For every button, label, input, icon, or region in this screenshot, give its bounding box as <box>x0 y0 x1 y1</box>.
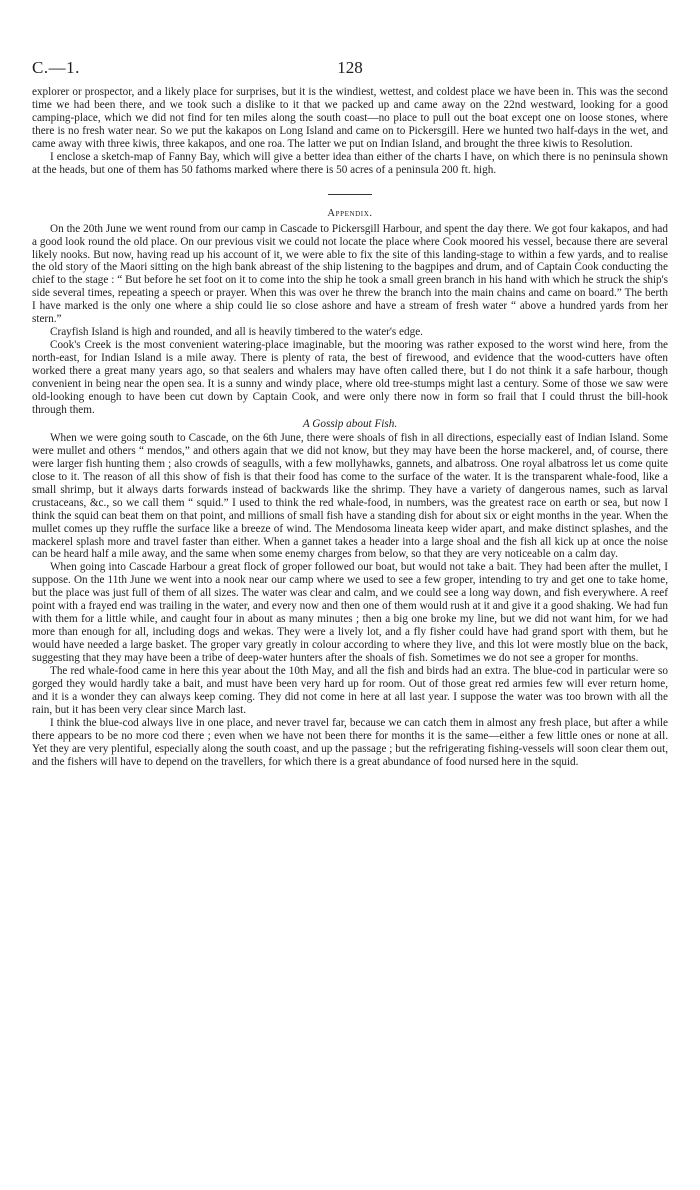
gossip-paragraph-3: The red whale-food came in here this year about the 10th May, and all the fish and birds had an extra. The blue-cod in particular were so gorged they would hardly take a bait, and must have been very hard up for room. Out of those great red armies few will ever return home, and it is a wonder they can always keep coming. They did not come in here at all last year. I suppose the water was too brown with all the rain, but it has been very clear since March last. <box>32 665 668 716</box>
appendix-paragraph-3: Cook's Creek is the most convenient watering-place imaginable, but the mooring was rather exposed to the worst wind here, from the north-east, for Indian Island is a mile away. There is plenty of rata, the best of firewood, and evidence that the wood-cutters have often worked there a great many years ago, so that sealers and whalers may have often called there, but I do not think it a safe harbour, though convenient in being near the open sea. It is a sunny and windy place, where old tree-stumps might last a century. Some of those we saw were old-looking enough to have been cut down by Captain Cook, and were only there now in form so frail that I could thrust the bill-hook through them. <box>32 339 668 416</box>
gossip-paragraph-2: When going into Cascade Harbour a great flock of groper followed our boat, but would not take a bait. They had been after the mullet, I suppose. On the 11th June we went into a nook near our camp where we used to see a few groper, intending to try and get one to take home, but the place was just full of them of all sizes. The water was clear and calm, and we could see a long way down, and fish everywhere. A reef point with a frayed end was trailing in the water, and every now and then one of them would rush at it and give it a good shaking. We had fun with them for a little while, and caught four in about as many minutes ; then a big one broke my line, but we did not want him, for we had more than enough for all, including dogs and wekas. They were a lively lot, and a fly fisher could have had grand sport with them, but he would have needed a large basket. The groper vary greatly in colour according to where they live, and this lot were mostly blue on the back, suggesting that they may have been a tribe of deep-water hunters after the shoals of fish. Sometimes we do not see a groper for months. <box>32 561 668 665</box>
section-divider <box>328 194 372 195</box>
gossip-heading: A Gossip about Fish. <box>302 417 398 430</box>
page-body <box>32 86 668 769</box>
appendix-heading: Appendix. <box>327 207 373 219</box>
intro-paragraph-1: explorer or prospector, and a likely place for surprises, but it is the windiest, wettest, and coldest place we have been in. This was the second time we had been there, and we took such a dislike to it that we packed up and came away on the 22nd westward, looking for a good camping-place, which we did not find for ten miles along the south coast—no place to pull out the boat except one on loose stones, where there is no fresh water near. So we put the kakapos on Long Island and came on to Pickersgill. Here we hunted two half-days in the wet, and came away with three kiwis, three kakapos, and one roa. The latter we put on Indian Island, and brought the three kiwis to Resolution. <box>32 86 668 150</box>
gossip-paragraph-1: When we were going south to Cascade, on the 6th June, there were shoals of fish in all directions, especially east of Indian Island. Some were mullet and others “ mendos,” and others again that we did not know, but they may have been the horse mackerel, and, of course, there were larger fish hunting them ; also crowds of seagulls, with a few mollyhawks, gannets, and albatross. One royal albatross let us come quite close to it. The reason of all this show of fish is that their food has come to the surface of the water. It is the transparent whale-food, like a small shrimp, but it always darts forwards instead of backwards like the shrimp. They have a variety of dangerous names, such as larval crustaceans, &c., so we call them “ squid.” I used to think the red whale-food, in numbers, was the greatest race on earth or sea, but now I think the squid can beat them on that point, and millions of small fish have a standing dish for about six or eight months in the year. When the mullet comes up they ruffle the surface like a breeze of wind. The Mendosoma lineata keep wider apart, and make distinct splashes, and the mackerel splash more and travel faster than either. When a gannet takes a header into a large shoal and the fish all kick up at once the noise can be heard half a mile away, and the same when some enemy charges from below, so that they are very noticeable on a calm day. <box>32 431 668 561</box>
appendix-paragraph-2: Crayfish Island is high and rounded, and all is heavily timbered to the water's edge. <box>50 326 423 339</box>
document-reference: C.—1. <box>32 58 80 77</box>
document-page <box>32 58 668 769</box>
appendix-paragraph-1: On the 20th June we went round from our camp in Cascade to Pickersgill Harbour, and spent the day there. We got four kakapos, and had a good look round the old place. On our previous visit we could not locate the place where Cook moored his vessel, because there are several likely nooks. But now, having read up his account of it, we were able to fix the site of this landing-stage to within a few yards, and to realise the old story of the Maori sitting on the high bank abreast of the ship listening to the bagpipes and drum, and of Captain Cook conducting the chief to the stage : “ But before he set foot on it to come into the ship he took a small green branch in his hand with which he struck the ship's side several times, repeating a speech or prayer. When this was over he threw the branch into the main chains and came on board.” The berth I have marked is the only one where a ship could lie so close ashore and have a stream of fresh water “ above a hundred yards from her stern.” <box>32 222 668 326</box>
gossip-paragraph-4: I think the blue-cod always live in one place, and never travel far, because we can catch them in almost any fresh place, but after a while there appears to be no more cod there ; even when we have not been there for months it is the same—either a few little ones or none at all. Yet they are very plentiful, especially along the south coast, and up the passage ; but the refrigerating fishing-vessels will soon clear them out, and the fishers will have to depend on the travellers, for which there is a great abundance of food nursed here in the squid. <box>32 716 668 768</box>
intro-paragraph-2: I enclose a sketch-map of Fanny Bay, which will give a better idea than either of the charts I have, on which there is no peninsula shown at the heads, but one of them has 50 fathoms marked where there is 50 acres of a peninsula 200 ft. high. <box>32 150 668 176</box>
page-number: 128 <box>337 58 363 77</box>
page-header <box>32 58 668 86</box>
